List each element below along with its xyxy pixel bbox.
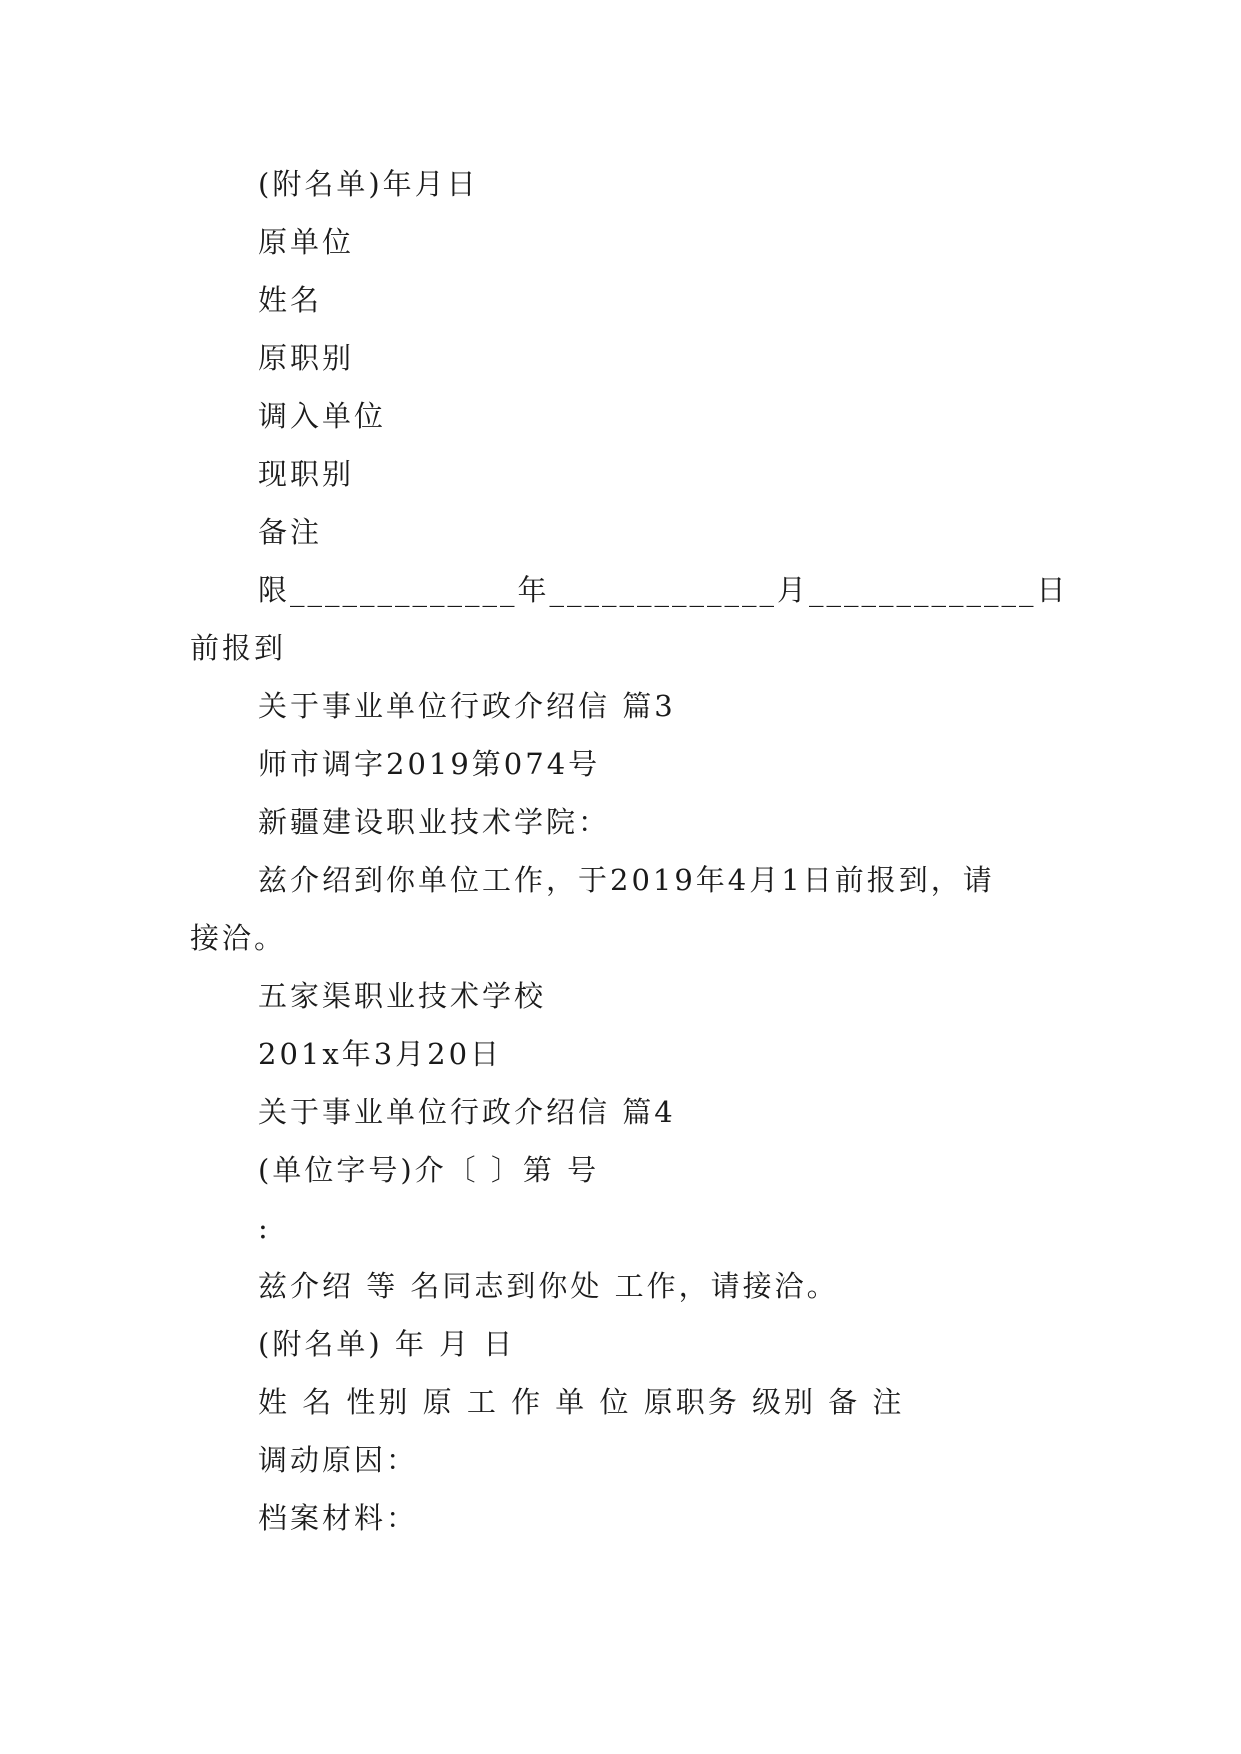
new-unit-label: 调入单位 (258, 399, 387, 433)
attachment-date-line: (附名单)年月日 (258, 167, 479, 201)
roster-header: 姓 名 性别 原 工 作 单 位 原职务 级别 备 注 (258, 1385, 905, 1419)
unit-reference-number: (单位字号)介〔 〕第 号 (258, 1153, 600, 1187)
body-paragraph-continuation: 接洽。 (190, 921, 287, 955)
report-deadline-continuation: 前报到 (190, 631, 287, 665)
name-label: 姓名 (258, 283, 323, 317)
report-deadline-line: 限_____________年_____________月_____________日 (258, 573, 1069, 607)
archive-materials-label: 档案材料： (258, 1501, 419, 1535)
section-heading-4: 关于事业单位行政介绍信 篇4 (258, 1095, 676, 1129)
original-rank-label: 原职别 (258, 341, 355, 375)
recipient-line: 新疆建设职业技术学院： (258, 805, 611, 839)
remarks-label: 备注 (258, 515, 323, 549)
attachment-date-line-2: (附名单) 年 月 日 (258, 1327, 516, 1361)
document-number: 师市调字2019第074号 (258, 747, 601, 781)
issuer-name: 五家渠职业技术学校 (258, 979, 547, 1013)
section-heading-3: 关于事业单位行政介绍信 篇3 (258, 689, 676, 723)
current-rank-label: 现职别 (258, 457, 355, 491)
original-unit-label: 原单位 (258, 225, 355, 259)
body-paragraph: 兹介绍到你单位工作，于2019年4月1日前报到，请 (258, 863, 995, 897)
introduction-sentence: 兹介绍 等 名同志到你处 工作，请接洽。 (258, 1269, 839, 1303)
transfer-reason-label: 调动原因： (258, 1443, 419, 1477)
issue-date: 201x年3月20日 (258, 1037, 503, 1071)
salutation-colon: : (258, 1211, 271, 1245)
